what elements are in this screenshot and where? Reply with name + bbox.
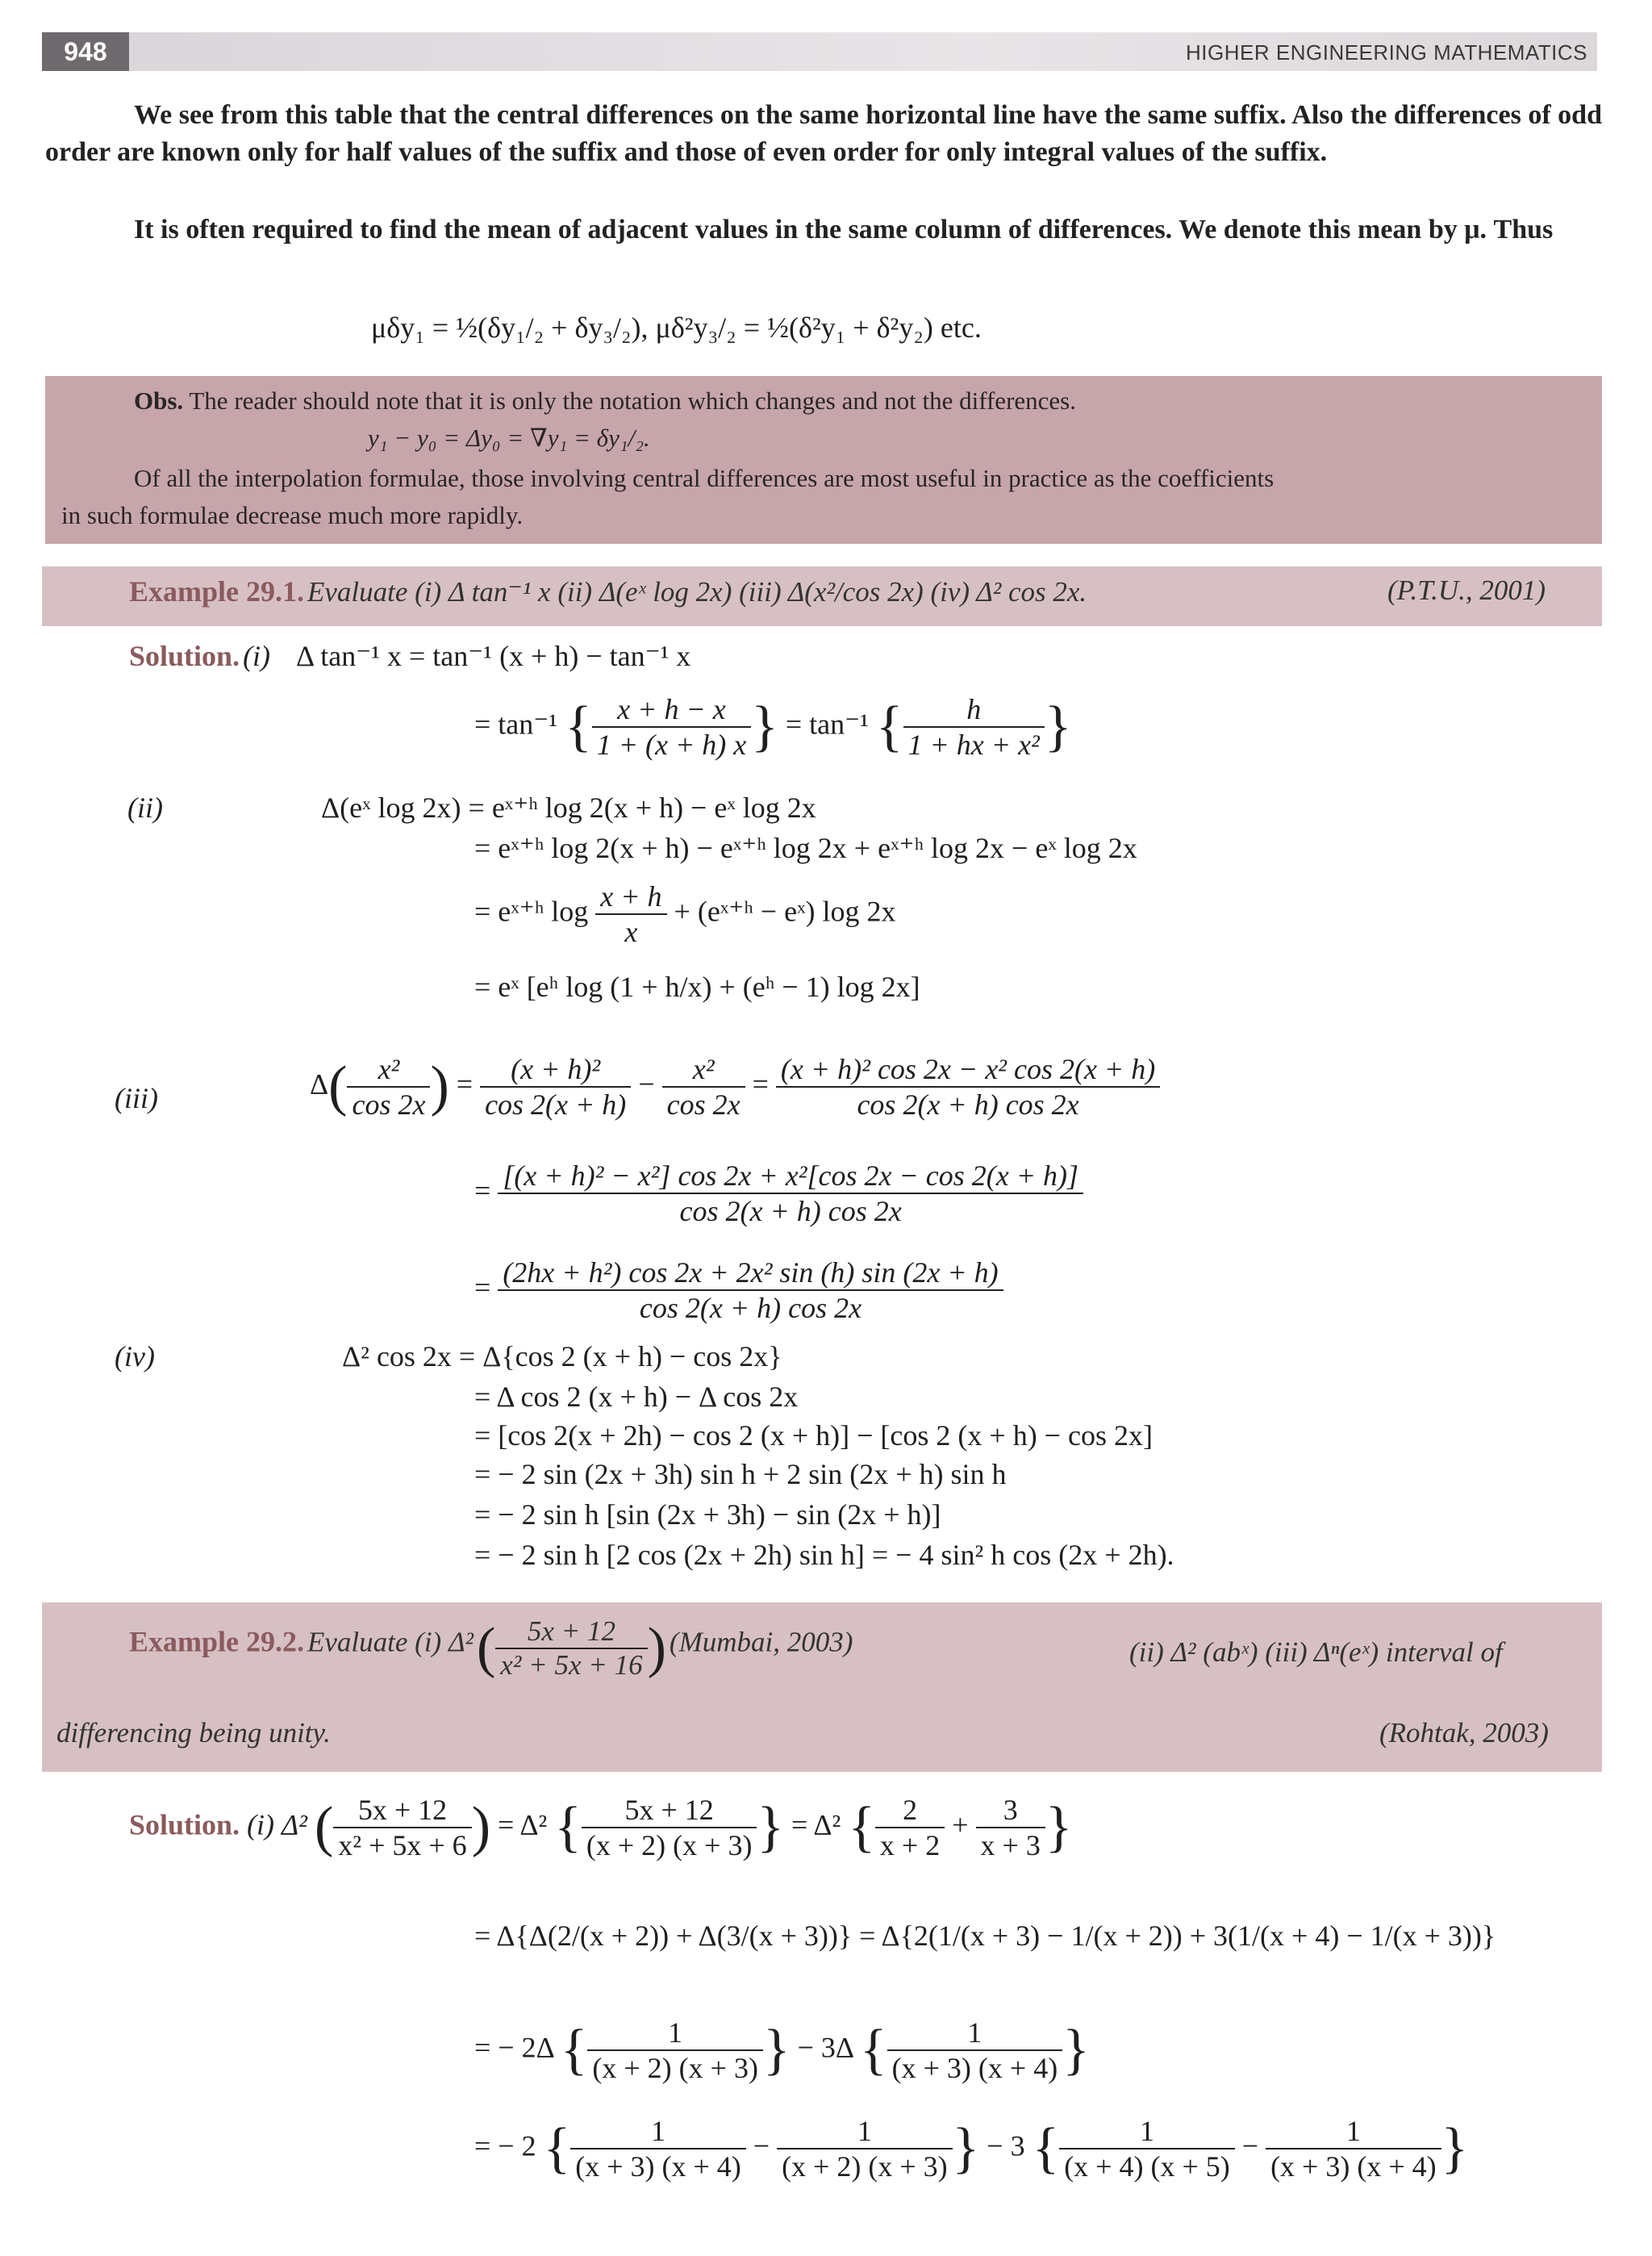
solution-2-line-1: Solution. (i) Δ² ( $\frac{5x + 12}{\text{x² + 5x + 6}}$ ) = Δ² { $\frac{5x + 12}{(x + 2) (x + 3)}$ } = Δ² { $\frac{2}{x + 2}$ + $\frac{3}{x + 3}$ } [129, 1794, 1073, 1861]
solution-2-line-2: = Δ{Δ(2/(x + 2)) + Δ(3/(x + 3))} = Δ{2(1/(x + 3) − 1/(x + 2)) + 3(1/(x + 4) − 1/(x + 3))} [474, 1920, 1496, 1952]
part-ii-line-3: = eˣ⁺ʰ log $\frac{x + h}{x}$ + (eˣ⁺ʰ − eˣ) log 2x [474, 880, 896, 948]
example-1-label: Example 29.1. [129, 575, 305, 608]
fraction: $\frac{\text{(x + h)² cos 2x − x² cos 2(x + h)}}{\cos 2(x + h) \cos 2x}$ [776, 1052, 1160, 1122]
fraction: $\frac{1}{(x + 3) (x + 4)}$ [887, 2016, 1063, 2085]
mean-formula: μδy₁ = ½(δy₁/₂ + δy₃/₂), μδ²y₃/₂ = ½(δ²y₁ + δ²y₂) etc. [371, 311, 982, 344]
fraction: $\frac{1}{(x + 2) (x + 3)}$ [777, 2114, 953, 2183]
part-iv-line-4: = − 2 sin (2x + 3h) sin h + 2 sin (2x + h) sin h [474, 1458, 1007, 1490]
fraction: $\frac{5x + 12}{(x + 2) (x + 3)}$ [582, 1793, 757, 1862]
part-ii-label: (ii) [127, 792, 163, 824]
obs-line-3: in such formulae decrease much more rapidly. [61, 501, 524, 529]
example-2-label: Example 29.2. [129, 1625, 305, 1658]
example-1-source: (P.T.U., 2001) [1387, 574, 1546, 606]
example-2-heading: Example 29.2. Evaluate (i) Δ² ( $\frac{5x + 12}{\text{x² + 5x + 16}}$ ) (Mumbai, 2003) [129, 1615, 853, 1681]
fraction: $\frac{\text{(2hx + h²) cos 2x + 2x² sin (h) sin (2x + h)}}{\cos 2(x + h) \cos 2x}$ [498, 1255, 1003, 1325]
solution-2-line-3: = − 2Δ { $\frac{1}{(x + 2) (x + 3)}$ } − 3Δ { $\frac{1}{(x + 3) (x + 4)}$ } [474, 2016, 1090, 2084]
fraction: $\frac{\text{x²}}{\cos 2x}$ [347, 1052, 430, 1122]
part-iii-line-3: = $\frac{\text{(2hx + h²) cos 2x + 2x² sin (h) sin (2x + h)}}{\cos 2(x + h) \cos 2x}$ [474, 1255, 1003, 1325]
solution-1-label: Solution. [129, 640, 240, 672]
part-iv-line-5: = − 2 sin h [sin (2x + 3h) − sin (2x + h)] [474, 1498, 941, 1531]
obs-formula: y₁ − y₀ = Δy₀ = ∇y₁ = δy₁/₂. [368, 424, 650, 452]
intro-paragraph-1: We see from this table that the central differences on the same horizontal line have the same suffix. Also the differences of odd order are known only for half values of the suffix and those of even order for only integral values of the suffix. [45, 100, 1602, 167]
fraction: $\frac{x + h}{x}$ [595, 879, 666, 949]
example-2-text-b: (ii) Δ² (abˣ) (iii) Δⁿ(eˣ) interval of [1129, 1636, 1503, 1668]
part-ii-line-1: Δ(eˣ log 2x) = eˣ⁺ʰ log 2(x + h) − eˣ log 2x [321, 792, 816, 824]
example-1-text: Evaluate (i) Δ tan⁻¹ x (ii) Δ(eˣ log 2x) (iii) Δ(x²/cos 2x) (iv) Δ² cos 2x. [307, 576, 1087, 608]
part-ii-line-2: = eˣ⁺ʰ log 2(x + h) − eˣ⁺ʰ log 2x + eˣ⁺ʰ log 2x − eˣ log 2x [474, 832, 1137, 864]
fraction: $\frac{5x + 12}{\text{x² + 5x + 6}}$ [333, 1793, 471, 1862]
example-2-source-2: (Rohtak, 2003) [1379, 1717, 1549, 1748]
part-iv-line-6: = − 2 sin h [2 cos (2x + 2h) sin h] = − 4 sin² h cos (2x + 2h). [474, 1539, 1174, 1571]
fraction: $\frac{2}{x + 2}$ [875, 1793, 945, 1862]
part-iv-label: (iv) [115, 1340, 155, 1372]
part-iv-line-3: = [cos 2(x + 2h) − cos 2 (x + h)] − [cos 2 (x + h) − cos 2x] [474, 1419, 1153, 1452]
fraction: $\frac{1}{(x + 3) (x + 4)}$ [1266, 2114, 1441, 2183]
solution-1-line-2: = tan⁻¹ { $\frac{x + h - x}{1 + (x + h) x}$ } = tan⁻¹ { $\frac{h}{\text{1 + hx + x²}}$ } [474, 693, 1072, 761]
obs-line-2: Of all the interpolation formulae, those involving central differences are most useful in practice as the coefficients [134, 464, 1274, 492]
fraction: $\frac{\text{[(x + h)² − x²] cos 2x + x²[cos 2x − cos 2(x + h)]}}{\cos 2(x + h) \cos 2x}$ [498, 1159, 1083, 1228]
part-ii-line-4: = eˣ [eʰ log (1 + h/x) + (eʰ − 1) log 2x] [474, 971, 920, 1003]
example-1-heading [129, 574, 1087, 608]
fraction: $\frac{\text{(x + h)²}}{\cos 2(x + h)}$ [480, 1052, 631, 1122]
part-iv-line-2: = Δ cos 2 (x + h) − Δ cos 2x [474, 1381, 799, 1413]
part-iii-line-2: = $\frac{\text{[(x + h)² − x²] cos 2x + x²[cos 2x − cos 2(x + h)]}}{\cos 2(x + h) \cos 2x}$ [474, 1159, 1083, 1228]
solution-1-line-1: Solution. (i) Δ tan⁻¹ x = tan⁻¹ (x + h) − tan⁻¹ x [129, 640, 691, 672]
obs-label: Obs. [134, 386, 184, 415]
fraction: $\frac{5x + 12}{\text{x² + 5x + 16}}$ [495, 1615, 647, 1682]
fraction: $\frac{x + h - x}{1 + (x + h) x}$ [592, 692, 752, 762]
example-2-text-c: differencing being unity. [56, 1717, 331, 1748]
part-iv-line-1: Δ² cos 2x = Δ{cos 2 (x + h) − cos 2x} [342, 1340, 782, 1372]
solution-2-line-4: = − 2 { $\frac{1}{(x + 3) (x + 4)}$ − $\frac{1}{(x + 2) (x + 3)}$ } − 3 { $\frac{1}{(x + 4) (x + 5)}$ − $\frac{1}{(x + 3) (x + 4)}$ } [474, 2115, 1469, 2183]
page-number: 948 [42, 32, 129, 71]
fraction: $\frac{1}{(x + 3) (x + 4)}$ [570, 2114, 746, 2183]
fraction: $\frac{h}{\text{1 + hx + x²}}$ [903, 692, 1045, 762]
fraction: $\frac{1}{(x + 4) (x + 5)}$ [1059, 2114, 1235, 2183]
solution-2-label: Solution. [129, 1808, 240, 1841]
part-iii-label: (iii) [115, 1082, 158, 1114]
fraction: $\frac{3}{x + 3}$ [976, 1793, 1045, 1862]
obs-line-1: Obs. The reader should note that it is only the notation which changes and not the differences. [134, 386, 1076, 415]
book-title: HIGHER ENGINEERING MATHEMATICS [1186, 40, 1587, 65]
fraction: $\frac{\text{x²}}{\cos 2x}$ [662, 1052, 745, 1122]
part-iii-line-1: Δ( $\frac{\text{x²}}{\cos 2x}$ ) = $\frac{\text{(x + h)²}}{\cos 2(x + h)}$ − $\frac{\text{x²}}{\cos 2x}$ = $\frac{\text{(x + h)² cos 2x − x² cos 2(x + h)}}{\cos 2(x + h) \cos 2x}$ [310, 1052, 1160, 1122]
intro-paragraph-2: It is often required to find the mean of adjacent values in the same column of differences. We denote this mean by μ. Thus [134, 215, 1554, 244]
fraction: $\frac{1}{(x + 2) (x + 3)}$ [587, 2016, 763, 2085]
